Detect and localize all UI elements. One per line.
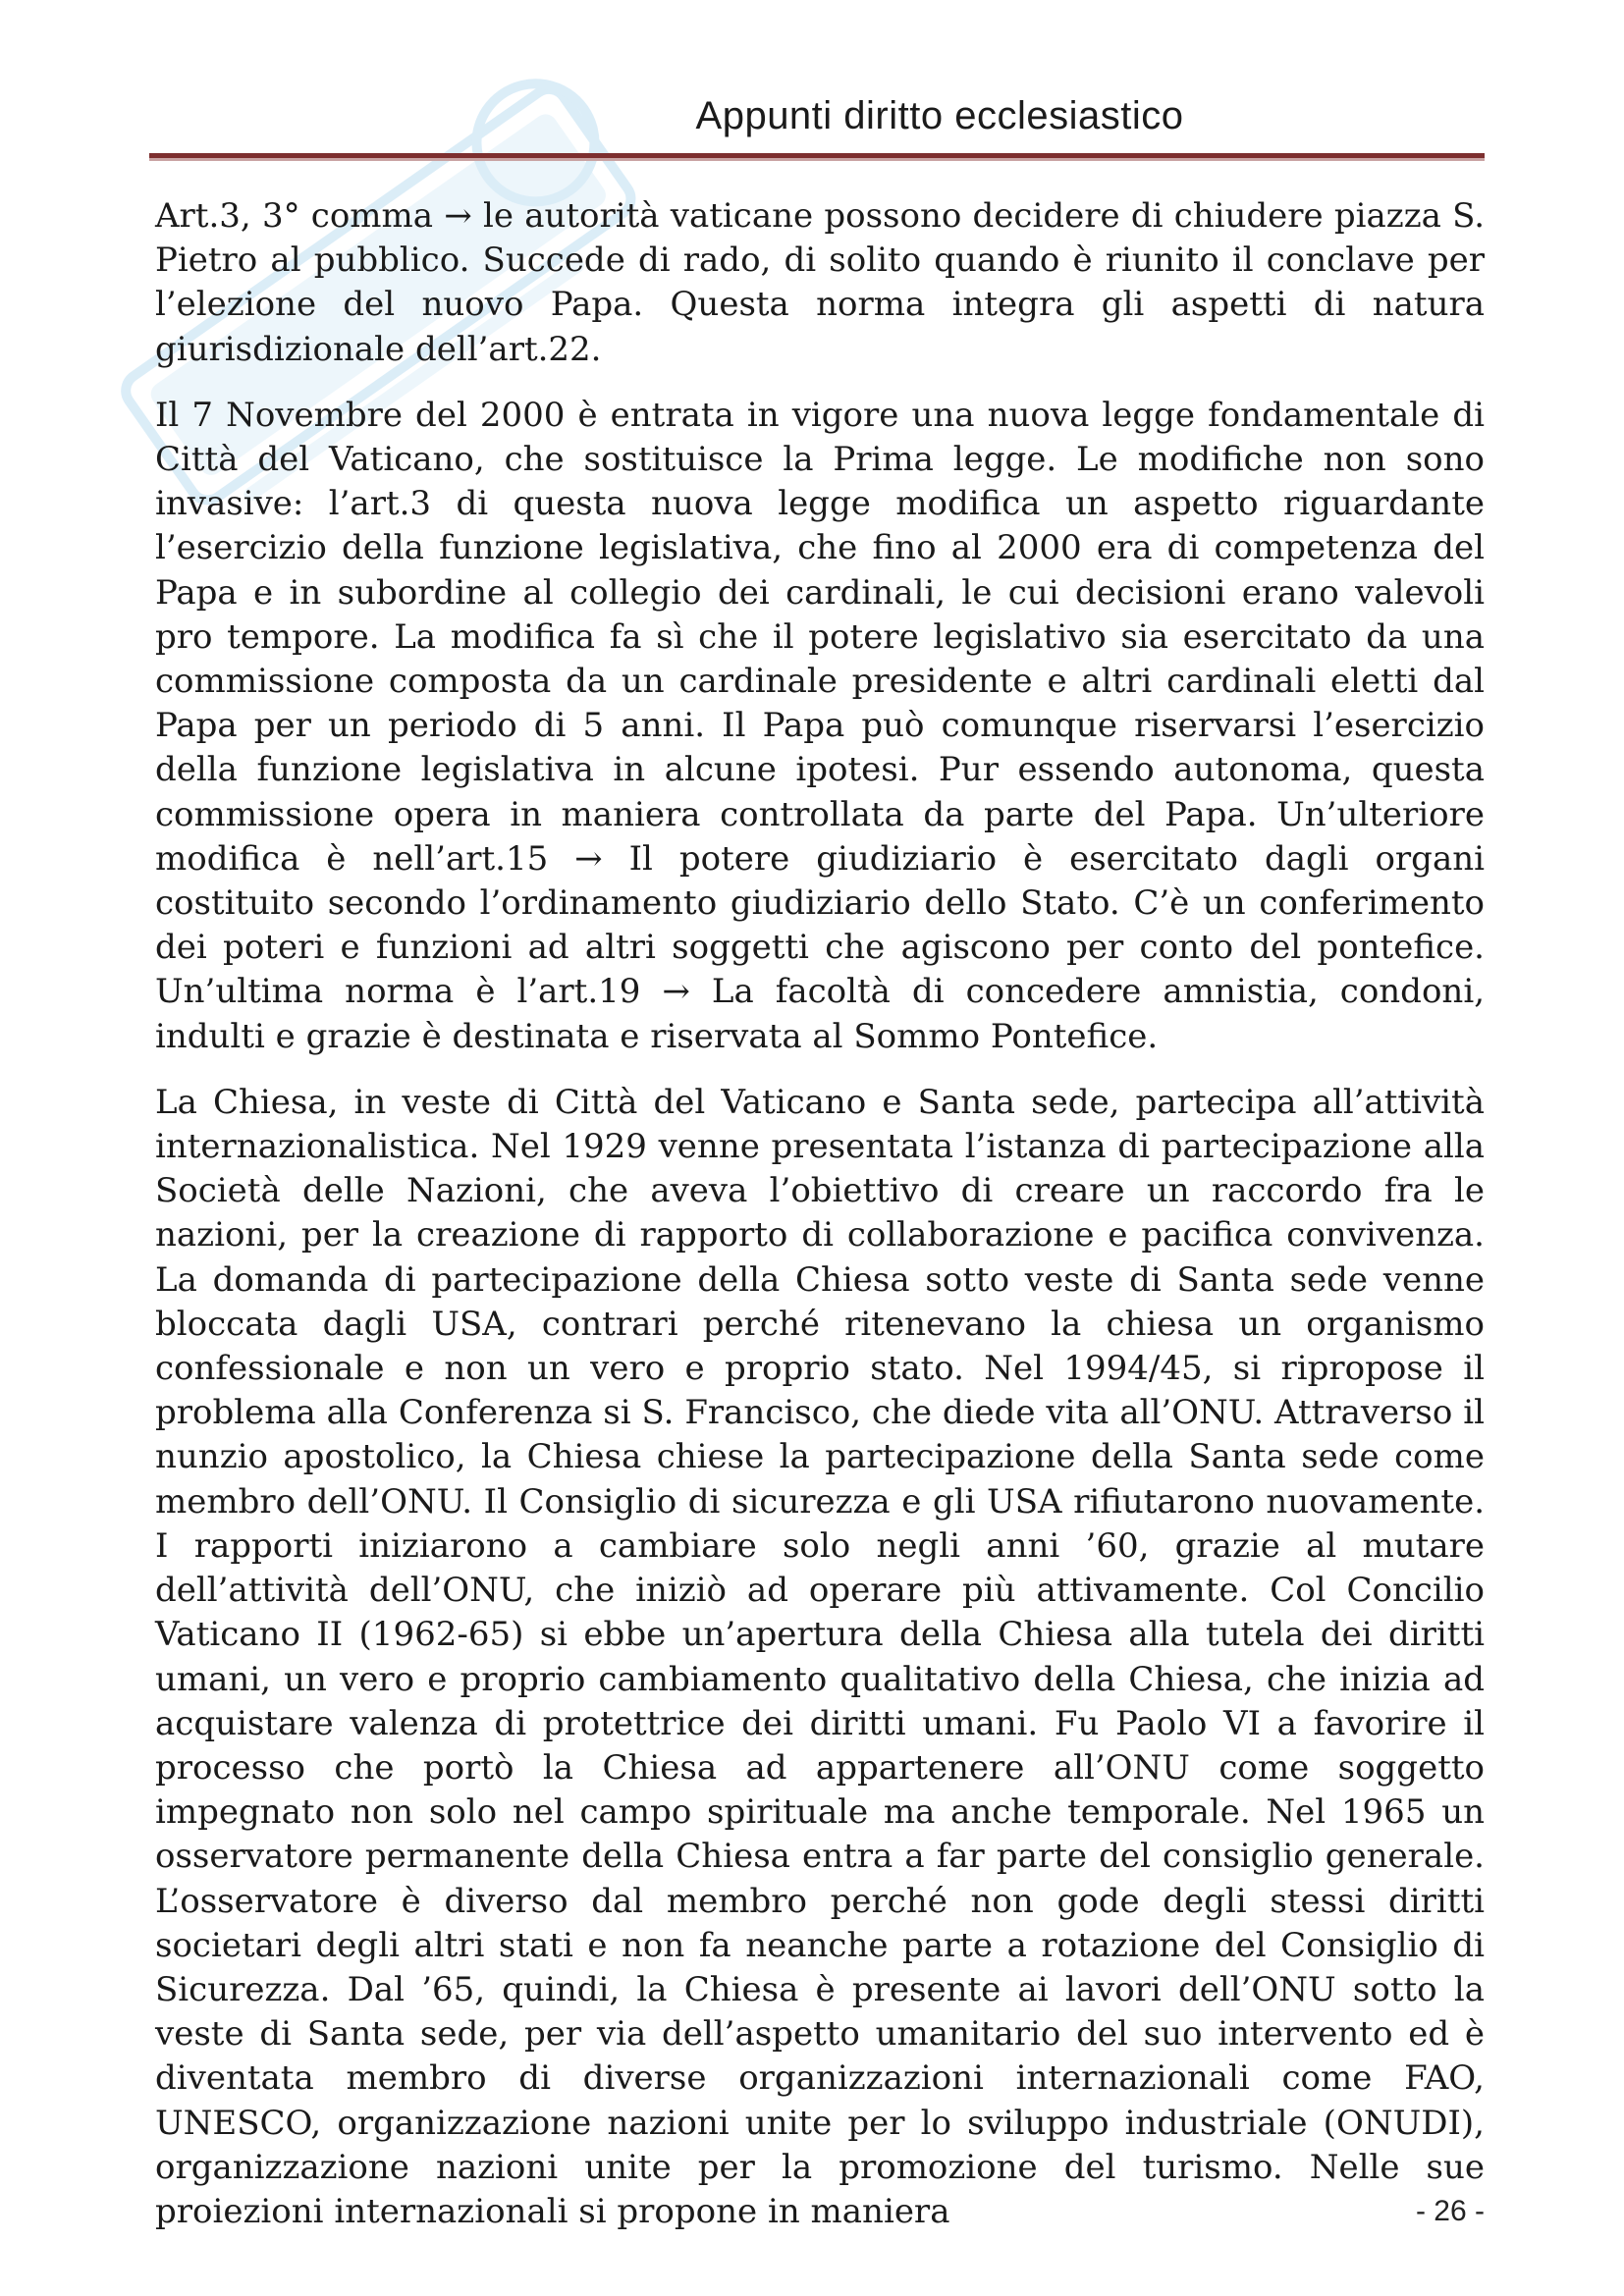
paragraph: Art.3, 3° comma → le autorità vaticane possono decidere di chiudere piazza S. Pietro al pubblico. Succede di rado, di solito quando è riunito il conclave per l’elezione del nuovo Papa. Questa norma integra gli aspetti di natura giurisdizionale dell’art.22. (155, 196, 1485, 369)
page-header (149, 96, 1485, 135)
paragraph: La Chiesa, in veste di Città del Vaticano e Santa sede, partecipa all’attività internazionalistica. Nel 1929 venne presentata l’istanza di partecipazione alla Società delle Nazioni, che aveva l’obiettivo di creare un raccordo fra le nazioni, per la creazione di rapporto di collaborazione e pacifica convivenza. La domanda di partecipazione della Chiesa sotto veste di Santa sede venne bloccata dagli USA, contrari perché ritenevano la chiesa un organismo confessionale e non un vero e proprio stato. Nel 1994/45, si ripropose il problema alla Conferenza si S. Francisco, che diede vita all’ONU. Attraverso il nunzio apostolico, la Chiesa chiese la partecipazione della Santa sede come membro dell’ONU. Il Consiglio di sicurezza e gli USA rifiutarono nuovamente. I rapporti iniziarono a cambiare solo negli anni ’60, grazie al mutare dell’attività dell’ONU, che iniziò ad operare più attivamente. Col Concilio Vaticano II (1962-65) si ebbe un’apertura della Chiesa alla tutela dei diritti umani, un vero e proprio cambiamento qualitativo della Chiesa, che inizia ad acquistare valenza di protettrice dei diritti umani. Fu Paolo VI a favorire il processo che portò la Chiesa ad appartenere all’ONU come soggetto impegnato non solo nel campo spirituale ma anche temporale. Nel 1965 un osservatore permanente della Chiesa entra a far parte del consiglio generale. L’osservatore è diverso dal membro perché non gode degli stessi diritti societari degli altri stati e non fa neanche parte a rotazione del Consiglio di Sicurezza. Dal ’65, quindi, la Chiesa è presente ai lavori dell’ONU sotto la veste di Santa sede, per via dell’aspetto umanitario del suo intervento ed è diventata membro di diverse organizzazioni internazionali come FAO, UNESCO, organizzazione nazioni unite per lo sviluppo industriale (ONUDI), organizzazione nazioni unite per la promozione del turismo. Nelle sue proiezioni internazionali si propone in maniera (155, 1082, 1485, 2231)
page-number: - 26 - (1415, 2195, 1485, 2227)
document-body (155, 194, 1485, 2256)
header-rule (149, 153, 1485, 161)
paragraph: Il 7 Novembre del 2000 è entrata in vigore una nuova legge fondamentale di Città del Vaticano, che sostituisce la Prima legge. Le modifiche non sono invasive: l’art.3 di questa nuova legge modifica un aspetto riguardante l’esercizio della funzione legislativa, che fino al 2000 era di competenza del Papa e in subordine al collegio dei cardinali, le cui decisioni erano valevoli pro tempore. La modifica fa sì che il potere legislativo sia esercitato da una commissione composta da un cardinale presidente e altri cardinali eletti dal Papa per un periodo di 5 anni. Il Papa può comunque riservarsi l’esercizio della funzione legislativa in alcune ipotesi. Pur essendo autonoma, questa commissione opera in maniera controllata da parte del Papa. Un’ulteriore modifica è nell’art.15 → Il potere giudiziario è esercitato dagli organi costituito secondo l’ordinamento giudiziario dello Stato. C’è un conferimento dei poteri e funzioni ad altri soggetti che agiscono per conto del pontefice. Un’ultima norma è l’art.19 → La facoltà di concedere amnistia, condoni, indulti e grazie è destinata e riservata al Sommo Pontefice. (155, 395, 1485, 1056)
header-title: Appunti diritto ecclesiastico (695, 94, 1184, 137)
